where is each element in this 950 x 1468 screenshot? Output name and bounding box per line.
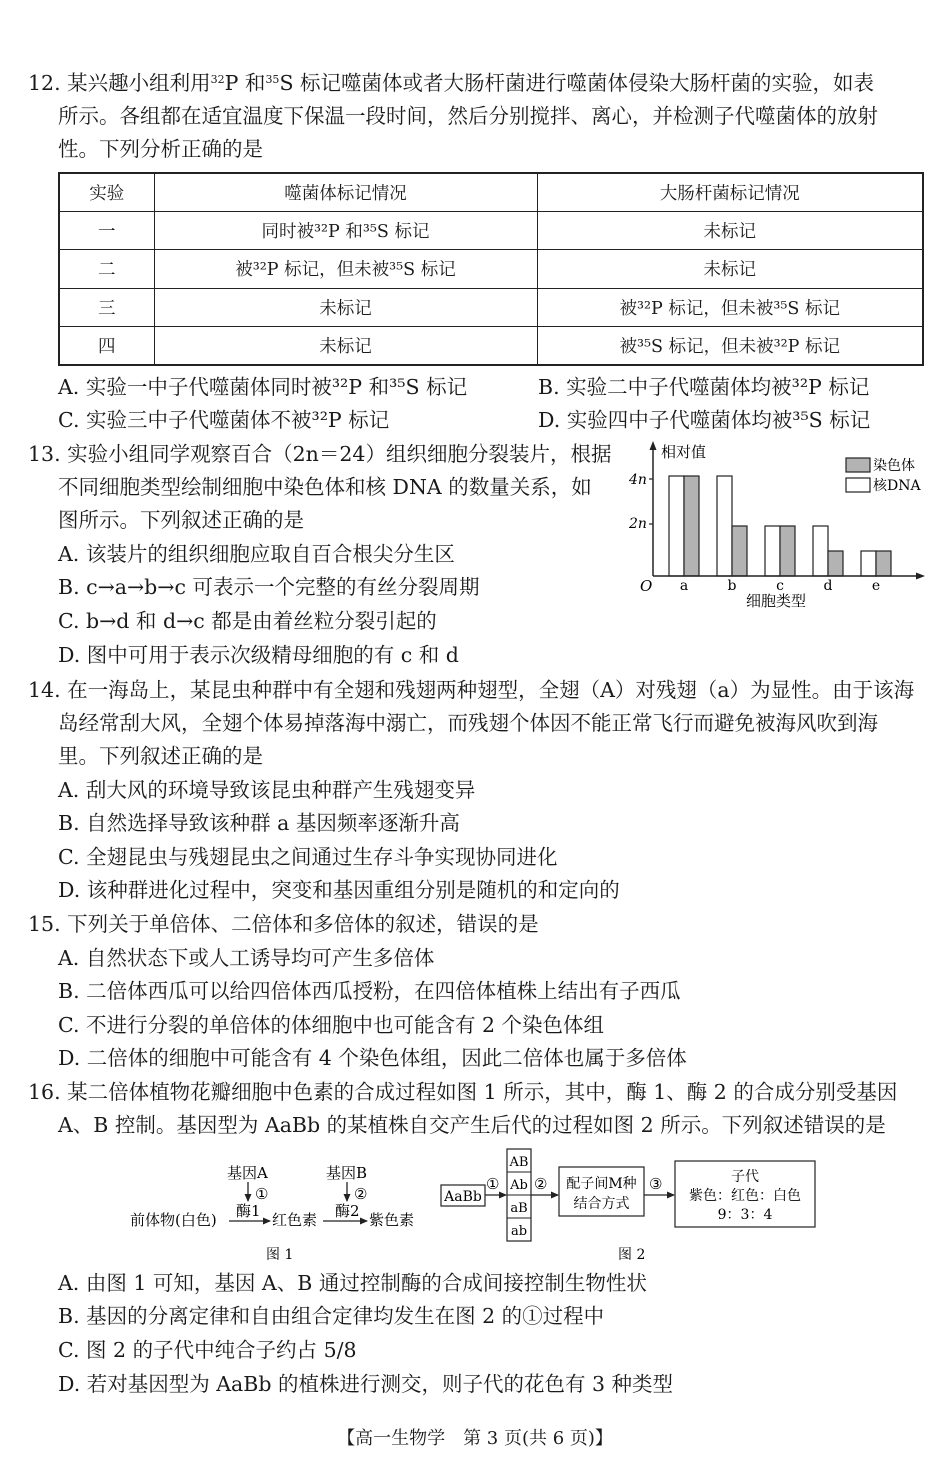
gamete-ab-2: Ab: [510, 1178, 528, 1193]
q15-option-a: A. 自然状态下或人工诱导均可产生多倍体: [58, 946, 435, 970]
x-tick-label-a: a: [679, 578, 689, 594]
bar-chromosome-e: [876, 551, 891, 576]
table-cell: 未标记: [537, 212, 923, 250]
table-cell: 二: [59, 250, 154, 288]
offspring-phenotypes: 紫色：红色：白色: [689, 1188, 801, 1204]
bar-dna-d: [813, 526, 828, 576]
q16-stem-line2: A、B 控制。基因型为 AaBb 的某植株自交产生后代的过程如图 2 所示。下列叙述错误的是: [58, 1113, 886, 1137]
q15-stem-line1: 15. 下列关于单倍体、二倍体和多倍体的叙述，错误的是: [28, 912, 539, 936]
bar-dna-c: [765, 526, 780, 576]
precursor-label: 前体物(白色): [130, 1211, 217, 1229]
step-1-label: ①: [255, 1185, 269, 1203]
table-row: [59, 250, 923, 288]
x-tick-label-b: b: [727, 578, 737, 594]
x-tick-label-c: c: [776, 578, 784, 594]
y-tick-label: 2n: [629, 516, 647, 532]
q14-option-d: D. 该种群进化过程中，突变和基因重组分别是随机的和定向的: [58, 878, 620, 902]
step-2-label: ②: [534, 1175, 548, 1193]
gene-a-label: 基因A: [227, 1164, 268, 1182]
q16-option-a: A. 由图 1 可知，基因 A、B 通过控制酶的合成间接控制生物性状: [58, 1271, 647, 1295]
q15-option-d: D. 二倍体的细胞中可能含有 4 个染色体组，因此二倍体也属于多倍体: [58, 1046, 687, 1070]
q12-stem-line1: 12. 某兴趣小组利用$^{32}$P 和$^{35}$S 标记噬菌体或者大肠杆菌进行噬菌体侵染大肠杆菌的实验，如表: [28, 71, 874, 95]
table-cell: 一: [59, 212, 154, 250]
figure-1-caption: 图 1: [266, 1247, 294, 1263]
q13-stem-line3: 图所示。下列叙述正确的是: [58, 508, 304, 532]
q14-option-c: C. 全翅昆虫与残翅昆虫之间通过生存斗争实现协同进化: [58, 845, 558, 869]
bar-dna-b: [717, 476, 732, 576]
purple-pigment-label: 紫色素: [369, 1211, 415, 1229]
table-header-row: [59, 173, 923, 212]
table-cell: 三: [59, 288, 154, 326]
x-tick-label-e: e: [871, 578, 881, 594]
offspring-ratio: 9：3：4: [717, 1207, 773, 1223]
bar-chromosome-a: [684, 476, 699, 576]
q12-stem-line3: 性。下列分析正确的是: [58, 137, 263, 161]
figure-1-pigment-pathway: [125, 1158, 435, 1266]
q12-option-a: A. 实验一中子代噬菌体同时被³²P 和³⁵S 标记: [58, 375, 468, 399]
gamete-ab-4: ab: [510, 1224, 528, 1239]
table-header: 噬菌体标记情况: [154, 173, 537, 212]
x-axis-label: 细胞类型: [745, 592, 807, 610]
bar-chromosome-c: [780, 526, 795, 576]
step-1-label: ①: [486, 1175, 500, 1193]
q12-experiment-table: [58, 172, 924, 366]
legend-label-chromosome: 染色体: [873, 458, 915, 474]
gene-b-label: 基因B: [326, 1164, 368, 1182]
q13-option-c: C. b→d 和 d→c 都是由着丝粒分裂引起的: [58, 609, 437, 633]
step-2-label: ②: [354, 1185, 368, 1203]
q14-stem-line3: 里。下列叙述正确的是: [58, 744, 263, 768]
bar-chromosome-d: [828, 551, 843, 576]
q12-option-b: B. 实验二中子代噬菌体均被³²P 标记: [538, 375, 870, 399]
combination-line2: 结合方式: [573, 1196, 630, 1212]
legend-label-dna: 核DNA: [873, 478, 921, 494]
table-cell: 未标记: [154, 288, 537, 326]
x-tick-label-d: d: [823, 578, 833, 594]
q14-stem-line1: 14. 在一海岛上，某昆虫种群中有全翅和残翅两种翅型，全翅（A）对残翅（a）为显性。由于该海: [28, 678, 915, 702]
table-row: [59, 288, 923, 326]
q15-option-c: C. 不进行分裂的单倍体的体细胞中也可能含有 2 个染色体组: [58, 1013, 605, 1037]
y-axis-label: 相对值: [661, 443, 707, 461]
q14-stem-line2: 岛经常刮大风，全翅个体易掉落海中溺亡，而残翅个体因不能正常飞行而避免被海风吹到海: [58, 711, 878, 735]
red-pigment-label: 红色素: [272, 1211, 318, 1229]
y-axis-arrow: [650, 441, 657, 450]
legend-swatch-dna: [846, 478, 870, 492]
gamete-ab-1: AB: [509, 1155, 529, 1170]
table-row: [59, 212, 923, 250]
table-row: [59, 326, 923, 365]
bar-dna-a: [669, 476, 684, 576]
q13-option-b: B. c→a→b→c 可表示一个完整的有丝分裂周期: [58, 575, 480, 599]
q16-stem-line1: 16. 某二倍体植物花瓣细胞中色素的合成过程如图 1 所示，其中，酶 1、酶 2 的合成分别受基因: [28, 1080, 898, 1104]
table-cell: 被³²P 标记，但未被³⁵S 标记: [537, 288, 923, 326]
enzyme-2-label: 酶2: [335, 1202, 360, 1220]
offspring-title: 子代: [731, 1169, 759, 1185]
chromosome-dna-bar-chart: [625, 438, 935, 612]
table-cell: 被³²P 标记，但未被³⁵S 标记: [154, 250, 537, 288]
q16-option-b: B. 基因的分离定律和自由组合定律均发生在图 2 的①过程中: [58, 1304, 605, 1328]
q13-option-a: A. 该装片的组织细胞应取自百合根尖分生区: [58, 542, 455, 566]
combination-line1: 配子间M种: [566, 1176, 637, 1192]
q12-option-c: C. 实验三中子代噬菌体不被³²P 标记: [58, 408, 390, 432]
bar-dna-e: [861, 551, 876, 576]
parent-genotype: AaBb: [444, 1189, 482, 1205]
legend-swatch-chromosome: [846, 458, 870, 472]
figure-2-selfing-process: [438, 1146, 820, 1266]
origin-label: O: [640, 577, 653, 595]
table-header: 大肠杆菌标记情况: [537, 173, 923, 212]
table-cell: 未标记: [154, 326, 537, 365]
q13-stem-line2: 不同细胞类型绘制细胞中染色体和核 DNA 的数量关系，如: [58, 475, 592, 499]
figure-2-caption: 图 2: [618, 1247, 646, 1263]
q13-stem-line1: 13. 实验小组同学观察百合（2n＝24）组织细胞分裂装片，根据: [28, 442, 612, 466]
enzyme-1-label: 酶1: [236, 1202, 261, 1220]
q14-option-a: A. 刮大风的环境导致该昆虫种群产生残翅变异: [58, 778, 476, 802]
gamete-ab-3: aB: [510, 1201, 528, 1216]
q13-option-d: D. 图中可用于表示次级精母细胞的有 c 和 d: [58, 643, 459, 667]
step-3-label: ③: [649, 1175, 663, 1193]
q12-stem-line2: 所示。各组都在适宜温度下保温一段时间，然后分别搅拌、离心，并检测子代噬菌体的放射: [58, 104, 878, 128]
page-footer: 【高一生物学 第 3 页(共 6 页)】: [337, 1428, 613, 1449]
table-cell: 四: [59, 326, 154, 365]
q16-option-c: C. 图 2 的子代中纯合子约占 5/8: [58, 1338, 357, 1362]
bar-chromosome-b: [732, 526, 747, 576]
q14-option-b: B. 自然选择导致该种群 a 基因频率逐渐升高: [58, 811, 460, 835]
q12-option-d: D. 实验四中子代噬菌体均被³⁵S 标记: [538, 408, 871, 432]
q16-option-d: D. 若对基因型为 AaBb 的植株进行测交，则子代的花色有 3 种类型: [58, 1372, 674, 1396]
table-cell: 未标记: [537, 250, 923, 288]
table-cell: 同时被³²P 和³⁵S 标记: [154, 212, 537, 250]
y-tick-label: 4n: [629, 472, 647, 488]
q15-option-b: B. 二倍体西瓜可以给四倍体西瓜授粉，在四倍体植株上结出有子西瓜: [58, 979, 681, 1003]
table-header: 实验: [59, 173, 154, 212]
x-axis-arrow: [916, 573, 925, 580]
table-cell: 被³⁵S 标记，但未被³²P 标记: [537, 326, 923, 365]
